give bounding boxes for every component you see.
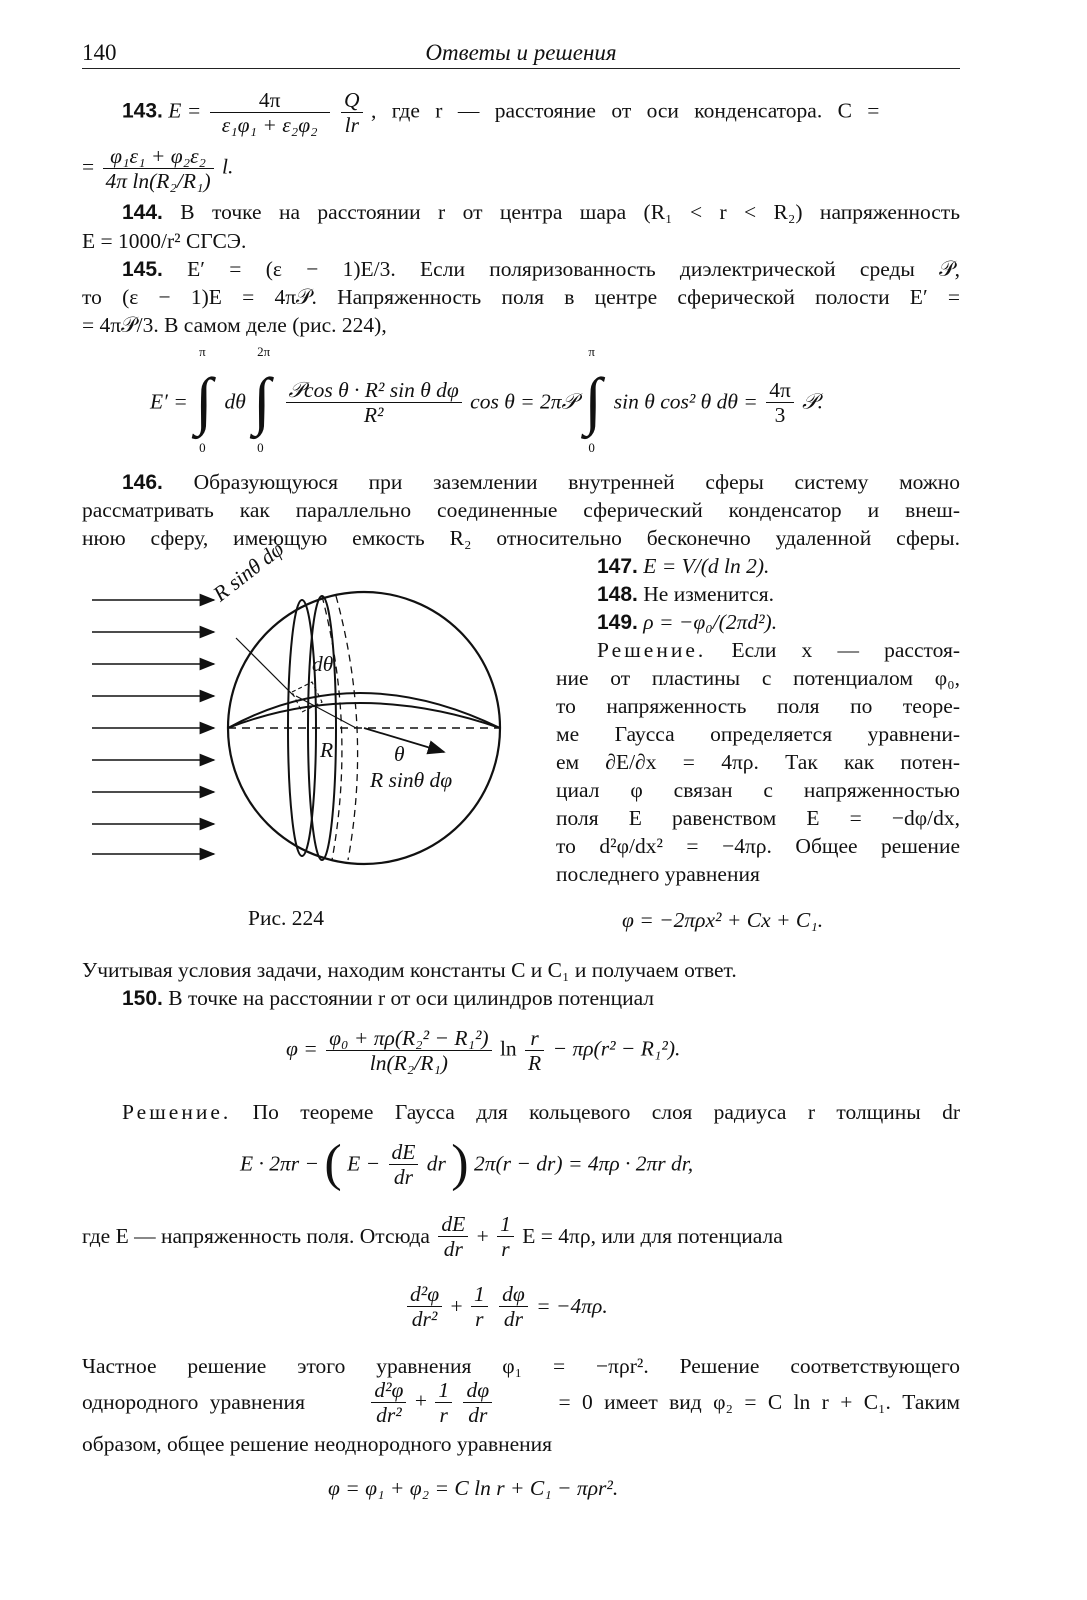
p150-sol-text: По теореме Гаусса для кольцевого слоя радиуса r толщины dr bbox=[252, 1100, 960, 1124]
p150-where-frac2 bbox=[497, 1212, 514, 1261]
p143-frac3-num: φ₁ε₁ + φ₂ε₂ bbox=[103, 144, 214, 169]
p145-frac2-num: 4π bbox=[766, 378, 794, 403]
integral-2-sign: ∫ bbox=[253, 365, 271, 436]
problem-147 bbox=[597, 552, 960, 581]
p150-part-den2: r bbox=[439, 1403, 448, 1427]
p147-text: E = V/(d ln 2). bbox=[643, 554, 770, 578]
p150-eq2-d: 2π(r − dr) = 4πρ · 2πr dr, bbox=[473, 1151, 694, 1176]
latitude-arc-1 bbox=[228, 693, 500, 728]
p149-l1: Если x — расстоя- bbox=[731, 638, 961, 662]
p145-line2: то (ε − 1)E = 4π𝒫. Напряженность поля в центре сферической полости E′ = bbox=[82, 285, 960, 309]
p143-frac1 bbox=[210, 88, 330, 137]
p150-part-plus: + bbox=[414, 1388, 427, 1413]
p150-eq2-c: dr bbox=[426, 1151, 446, 1176]
fig-label-R: R bbox=[320, 738, 334, 762]
integral-3-sign: ∫ bbox=[584, 365, 602, 436]
p150-eq3-den3: dr bbox=[503, 1307, 523, 1331]
p150-eq2 bbox=[240, 1135, 694, 1192]
p145-equation bbox=[150, 344, 824, 455]
p145-frac2 bbox=[766, 378, 794, 427]
p143-frac3-den: 4π ln(R₂/R₁) bbox=[105, 169, 211, 193]
p150-eq2-den: dr bbox=[393, 1164, 414, 1189]
fig-label-dtheta: dθ bbox=[312, 652, 334, 676]
p149-l7: поля E равенством E = −dφ/dx, bbox=[556, 806, 960, 830]
p150-solution-word: Решение. bbox=[122, 1100, 232, 1124]
p145-eq-end: 𝒫. bbox=[802, 389, 824, 414]
p143-frac2-num: Q bbox=[341, 88, 363, 113]
p150-final-equation: φ = φ₁ + φ₂ = C ln r + C₁ − πρr². bbox=[328, 1476, 619, 1500]
p144-line2: E = 1000/r² СГСЭ. bbox=[82, 229, 247, 253]
p143-c-end: l. bbox=[222, 154, 234, 179]
p149-text: ρ = −φ₀/(2πd²). bbox=[643, 610, 778, 634]
p150-where-a: где E — напряженность поля. Отсюда bbox=[82, 1224, 430, 1248]
p150-part-den3: dr bbox=[468, 1403, 488, 1427]
p150-eq3-den1: dr² bbox=[411, 1307, 438, 1331]
problem-148 bbox=[597, 580, 960, 609]
p150-part-b: = 0 имеет вид φ₂ = C ln r + C₁. Таким bbox=[558, 1390, 960, 1414]
p150-eq3-frac1 bbox=[407, 1282, 442, 1331]
p150-where-line bbox=[82, 1212, 783, 1261]
fig-label-top: R sinθ dφ bbox=[208, 536, 289, 607]
p150-part-den1: dr² bbox=[376, 1403, 402, 1427]
p146-line1: Образующуюся при заземлении внутренней сферы систему можно bbox=[193, 470, 960, 494]
p149-l2: ние от пластины с потенциалом φ₀, bbox=[556, 666, 960, 690]
p146-line2: рассматривать как параллельно соединенные сферический конденсатор и внеш- bbox=[82, 498, 960, 522]
p149-l3: то напряженность поля по теоре- bbox=[556, 694, 960, 718]
p150-line1: В точке на расстоянии r от оси цилиндров потенциал bbox=[168, 986, 655, 1010]
p145-eq-lhs: E′ = bbox=[150, 389, 188, 414]
p150-where-r: r bbox=[501, 1237, 510, 1261]
p150-part-frac1 bbox=[371, 1378, 406, 1427]
p145-frac-den: R² bbox=[363, 402, 384, 427]
p150-where-b: E = 4πρ, или для потенциала bbox=[522, 1224, 783, 1248]
p149-after: Учитывая условия задачи, находим константы C и C₁ и получаем ответ. bbox=[82, 958, 737, 982]
p150-eq1 bbox=[286, 1026, 680, 1075]
p149-line1 bbox=[597, 636, 960, 664]
integral-2 bbox=[251, 344, 277, 455]
p150-part-frac2 bbox=[435, 1378, 452, 1427]
p150-where-num: dE bbox=[438, 1212, 468, 1237]
latitude-arc-2 bbox=[228, 703, 500, 728]
p149-equation: φ = −2πρx² + Cx + C₁. bbox=[622, 908, 824, 932]
problem-148-label: 148. bbox=[597, 583, 638, 606]
page-number: 140 bbox=[82, 40, 117, 65]
p150-where-frac1 bbox=[438, 1212, 468, 1261]
p150-part-num3: dφ bbox=[463, 1378, 492, 1403]
integral-1-lower: 0 bbox=[199, 440, 206, 455]
p143-frac1-num: 4π bbox=[210, 88, 330, 113]
problem-149-label: 149. bbox=[597, 611, 638, 634]
problem-143-line2 bbox=[82, 144, 233, 193]
integral-2-upper: 2π bbox=[257, 344, 271, 359]
p150-eq1-frac bbox=[326, 1026, 491, 1075]
p143-e-lhs: E = bbox=[168, 98, 202, 123]
p143-c-start: = bbox=[82, 154, 95, 179]
p150-part-line2 bbox=[82, 1378, 960, 1427]
radius-line bbox=[296, 696, 356, 728]
p145-frac-num: 𝒫cos θ · R² sin θ dφ bbox=[286, 378, 462, 403]
p150-part-num1: d²φ bbox=[371, 1378, 406, 1403]
p144-line1: В точке на расстоянии r от центра шара (R₁ < r < R₂) напряженность bbox=[180, 200, 961, 224]
p145-eq-mid: cos θ = 2π𝒫 bbox=[470, 389, 578, 414]
p150-where-one: 1 bbox=[497, 1212, 514, 1237]
p149-solution-word: Решение. bbox=[597, 638, 707, 662]
p150-eq1-lhs: φ = bbox=[286, 1036, 318, 1061]
p150-eq3-den2: r bbox=[475, 1307, 484, 1331]
problem-149 bbox=[597, 608, 960, 637]
p145-line3: = 4π𝒫/3. В самом деле (рис. 224), bbox=[82, 313, 387, 337]
problem-143-label: 143. bbox=[122, 99, 163, 123]
fig-label-bottom: R sinθ dφ bbox=[370, 768, 453, 792]
integral-1 bbox=[193, 344, 219, 455]
p150-where-den: dr bbox=[443, 1237, 463, 1261]
p150-eq3-tail: = −4πρ. bbox=[536, 1294, 608, 1318]
p150-part-a: однородного уравнения bbox=[82, 1390, 305, 1414]
problem-150-line1 bbox=[82, 984, 1000, 1013]
integral-3-upper: π bbox=[588, 344, 595, 359]
p150-part-line3: образом, общее решение неоднородного уравнения bbox=[82, 1432, 553, 1456]
p150-eq1-rden: R bbox=[528, 1051, 542, 1075]
p143-frac1-den: ε₁φ₁ + ε₂φ₂ bbox=[221, 113, 318, 137]
p150-eq2-a: E · 2πr − bbox=[240, 1151, 320, 1176]
p143-frac2-den: lr bbox=[344, 113, 359, 137]
p150-eq3 bbox=[404, 1282, 608, 1331]
p149-l6: циал φ связан с напряженностью bbox=[556, 778, 960, 802]
p148-text: Не изменится. bbox=[643, 582, 775, 606]
p150-eq3-plus: + bbox=[450, 1294, 463, 1318]
problem-145-label: 145. bbox=[122, 258, 163, 281]
problem-143-line1 bbox=[122, 88, 879, 137]
field-arrows bbox=[92, 600, 214, 854]
p150-eq1-num: φ₀ + πρ(R₂² − R₁²) bbox=[326, 1026, 491, 1051]
p150-eq2-lparen: ( bbox=[324, 1135, 342, 1192]
p149-l4: ме Гаусса определяется уравнени- bbox=[556, 722, 960, 746]
p150-eq3-frac2 bbox=[471, 1282, 488, 1331]
running-header bbox=[82, 38, 960, 69]
problem-144-label: 144. bbox=[122, 201, 163, 224]
p149-l8: то d²φ/dx² = −4πρ. Общее решение bbox=[556, 834, 960, 858]
p150-eq2-b: E − bbox=[347, 1151, 381, 1176]
integral-1-sign: ∫ bbox=[195, 365, 213, 436]
p150-eq1-rnum: r bbox=[525, 1026, 544, 1051]
p150-eq2-num: dE bbox=[389, 1140, 419, 1165]
p150-eq1-den: ln(R₂/R₁) bbox=[369, 1051, 448, 1075]
integral-3-lower: 0 bbox=[588, 440, 595, 455]
problem-146-label: 146. bbox=[122, 471, 163, 494]
figure-caption: Рис. 224 bbox=[248, 906, 325, 930]
p149-l9: последнего уравнения bbox=[556, 862, 760, 886]
p145-frac bbox=[286, 378, 462, 427]
p150-solution-line bbox=[82, 1098, 960, 1126]
p145-frac2-den: 3 bbox=[774, 402, 786, 427]
p150-part-math bbox=[368, 1378, 495, 1427]
p150-eq1-tail: − πρ(r² − R₁²). bbox=[552, 1036, 681, 1061]
problem-145-line1 bbox=[82, 255, 960, 284]
fig-label-theta: θ bbox=[394, 742, 405, 766]
p150-eq3-num3: dφ bbox=[499, 1282, 528, 1307]
integral-3 bbox=[582, 344, 608, 455]
integral-1-upper: π bbox=[199, 344, 206, 359]
p145-eq-dtheta: dθ bbox=[224, 389, 246, 414]
p143-frac3 bbox=[103, 144, 214, 193]
p145-eq-tail: sin θ cos² θ dθ = bbox=[613, 389, 758, 414]
p145-line1: E′ = (ε − 1)E/3. Если поляризованность диэлектрической среды 𝒫, bbox=[187, 257, 961, 281]
running-title: Ответы и решения bbox=[425, 40, 617, 65]
problem-150-label: 150. bbox=[122, 987, 163, 1010]
leader-line bbox=[236, 638, 294, 696]
p150-eq1-ln: ln bbox=[499, 1036, 517, 1061]
p146-line3: нюю сферу, имеющую емкость R₂ относительно бесконечно удаленной сферы. bbox=[82, 526, 960, 550]
p143-text: , где r — расстояние от оси конденсатора. C = bbox=[370, 98, 880, 123]
p150-part-num2: 1 bbox=[435, 1378, 452, 1403]
problem-144-line1 bbox=[82, 198, 960, 227]
p150-eq1-frac2 bbox=[525, 1026, 544, 1075]
problem-146-line1 bbox=[82, 468, 960, 497]
p150-eq2-rparen: ) bbox=[451, 1135, 469, 1192]
p150-eq3-frac3 bbox=[499, 1282, 528, 1331]
integral-2-lower: 0 bbox=[257, 440, 264, 455]
p149-l5: ем ∂E/∂x = 4πρ. Так как потен- bbox=[556, 750, 960, 774]
p150-where-plus: + bbox=[476, 1224, 489, 1248]
p150-eq3-num1: d²φ bbox=[407, 1282, 442, 1307]
p150-part-frac3 bbox=[463, 1378, 492, 1427]
problem-147-label: 147. bbox=[597, 555, 638, 578]
p150-part-line1: Частное решение этого уравнения φ₁ = −πρr². Решение соответствующего bbox=[82, 1354, 960, 1378]
figure-224 bbox=[86, 578, 526, 878]
p150-eq3-num2: 1 bbox=[471, 1282, 488, 1307]
p143-frac2 bbox=[341, 88, 363, 137]
p150-eq2-frac bbox=[389, 1140, 419, 1189]
